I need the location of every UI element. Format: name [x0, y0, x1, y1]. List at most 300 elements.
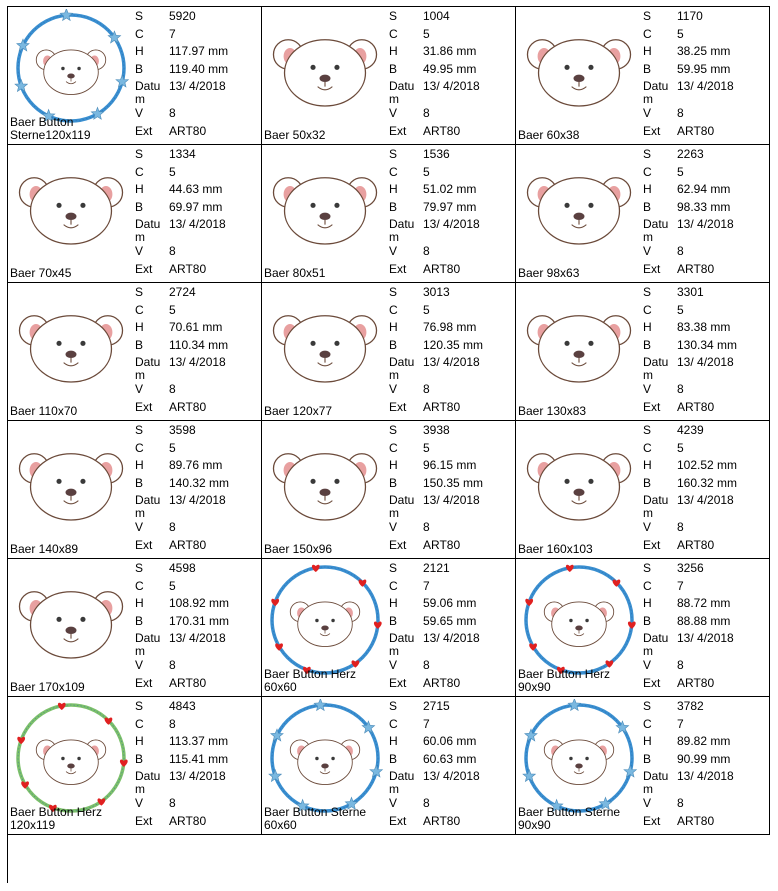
info-label-datum: Datu m: [135, 79, 161, 106]
info-label-c: C: [135, 716, 144, 731]
info-value-ext: ART80: [169, 261, 207, 276]
info-row-s: [643, 146, 768, 164]
bear-embroidery-preview: [518, 699, 640, 817]
info-label-c: C: [643, 26, 652, 41]
info-row-datum: [643, 78, 768, 105]
info-label-ext: Ext: [389, 537, 407, 552]
design-info: [643, 422, 768, 554]
info-label-c: C: [135, 440, 144, 455]
info-row-v: [643, 381, 768, 399]
info-label-datum: Datu m: [135, 217, 161, 244]
info-value-b: 140.32 mm: [169, 475, 230, 490]
info-row-s: [135, 284, 260, 302]
info-label-c: C: [643, 440, 652, 455]
design-info: [389, 284, 514, 416]
info-row-v: [643, 795, 768, 813]
info-label-s: S: [135, 423, 144, 437]
info-label-h: H: [135, 734, 144, 748]
info-row-b: [643, 475, 768, 493]
info-label-datum: Datu m: [643, 79, 669, 106]
info-row-datum: [135, 768, 260, 795]
info-row-h: [135, 319, 260, 337]
design-info: [643, 560, 768, 692]
info-row-ext: [135, 813, 260, 831]
info-label-c: C: [389, 716, 398, 731]
bear-embroidery-preview: [518, 561, 640, 679]
info-label-s: S: [389, 699, 398, 713]
info-row-h: [643, 181, 768, 199]
info-value-v: 8: [423, 382, 430, 396]
design-cell: [262, 283, 516, 421]
design-cell: [516, 7, 770, 145]
info-row-h: [135, 595, 260, 613]
info-label-v: V: [389, 658, 398, 672]
info-value-s: 2715: [423, 699, 450, 713]
info-label-c: C: [135, 302, 144, 317]
info-row-s: [643, 422, 768, 440]
info-label-s: S: [389, 9, 398, 23]
info-row-ext: [643, 261, 768, 279]
info-value-c: 5: [423, 164, 430, 179]
info-value-v: 8: [677, 382, 684, 396]
info-value-c: 8: [169, 716, 176, 731]
info-label-b: B: [135, 199, 144, 214]
info-value-ext: ART80: [169, 813, 207, 828]
info-value-ext: ART80: [677, 675, 715, 690]
info-value-c: 5: [423, 26, 430, 41]
bear-embroidery-preview: [518, 285, 640, 403]
info-row-datum: [135, 78, 260, 105]
info-row-v: [643, 519, 768, 537]
info-label-datum: Datu m: [135, 769, 161, 796]
info-label-v: V: [389, 796, 398, 810]
info-row-b: [643, 61, 768, 79]
info-label-ext: Ext: [135, 675, 153, 690]
info-label-v: V: [135, 520, 144, 534]
info-row-v: [643, 105, 768, 123]
info-label-ext: Ext: [643, 123, 661, 138]
info-label-b: B: [643, 61, 652, 76]
info-row-b: [135, 337, 260, 355]
info-value-ext: ART80: [677, 537, 715, 552]
bear-embroidery-preview: [10, 285, 132, 403]
info-row-datum: [389, 768, 514, 795]
info-label-datum: Datu m: [643, 631, 669, 658]
info-value-h: 59.06 mm: [423, 596, 477, 610]
info-row-b: [389, 199, 514, 217]
info-row-v: [389, 657, 514, 675]
info-value-c: 5: [169, 440, 176, 455]
info-row-c: [389, 440, 514, 458]
info-value-c: 5: [677, 26, 684, 41]
info-row-ext: [135, 261, 260, 279]
info-label-b: B: [643, 613, 652, 628]
design-info: [643, 146, 768, 278]
info-label-ext: Ext: [135, 537, 153, 552]
info-label-ext: Ext: [643, 537, 661, 552]
bear-embroidery-preview: [264, 9, 386, 127]
info-row-c: [389, 578, 514, 596]
info-label-b: B: [135, 475, 144, 490]
info-label-c: C: [389, 302, 398, 317]
info-label-datum: Datu m: [643, 493, 669, 520]
info-value-h: 51.02 mm: [423, 182, 477, 196]
info-row-s: [389, 284, 514, 302]
info-value-datum: 13/ 4/2018: [423, 769, 480, 783]
info-value-v: 8: [169, 658, 176, 672]
info-label-h: H: [389, 44, 398, 58]
info-value-h: 76.98 mm: [423, 320, 477, 334]
info-row-ext: [643, 123, 768, 141]
info-value-c: 5: [169, 578, 176, 593]
design-name: Baer 140x89: [10, 542, 79, 556]
info-label-v: V: [389, 244, 398, 258]
info-row-h: [389, 43, 514, 61]
info-row-v: [135, 519, 260, 537]
info-row-b: [135, 61, 260, 79]
design-name: Baer 80x51: [264, 266, 326, 280]
info-row-h: [389, 595, 514, 613]
info-value-b: 110.34 mm: [169, 337, 229, 352]
info-label-s: S: [135, 147, 144, 161]
info-label-b: B: [389, 475, 398, 490]
info-row-c: [135, 440, 260, 458]
info-row-c: [389, 26, 514, 44]
design-info: [135, 698, 260, 830]
design-name: Baer 160x103: [518, 542, 593, 556]
info-value-datum: 13/ 4/2018: [423, 355, 480, 369]
info-value-v: 8: [423, 520, 430, 534]
info-value-datum: 13/ 4/2018: [169, 493, 226, 507]
info-value-v: 8: [423, 796, 430, 810]
info-value-datum: 13/ 4/2018: [169, 631, 226, 645]
info-row-v: [389, 519, 514, 537]
info-value-ext: ART80: [677, 813, 715, 828]
info-row-v: [389, 795, 514, 813]
info-value-v: 8: [169, 382, 176, 396]
info-value-s: 1536: [423, 147, 450, 161]
info-row-datum: [389, 354, 514, 381]
info-value-datum: 13/ 4/2018: [677, 769, 734, 783]
info-row-b: [135, 613, 260, 631]
design-name: Baer Button Sterne120x119: [10, 115, 91, 142]
info-row-datum: [643, 216, 768, 243]
info-row-b: [389, 61, 514, 79]
bear-embroidery-preview: [518, 147, 640, 265]
info-value-ext: ART80: [423, 261, 461, 276]
info-row-c: [389, 716, 514, 734]
info-row-h: [135, 457, 260, 475]
info-label-ext: Ext: [389, 675, 407, 690]
design-cell: [8, 283, 262, 421]
design-info: [389, 698, 514, 830]
info-row-v: [135, 795, 260, 813]
info-row-v: [135, 243, 260, 261]
info-value-h: 60.06 mm: [423, 734, 477, 748]
info-value-ext: ART80: [169, 399, 207, 414]
info-row-ext: [643, 399, 768, 417]
info-row-datum: [135, 216, 260, 243]
info-row-s: [135, 146, 260, 164]
bear-embroidery-preview: [10, 9, 132, 127]
info-row-ext: [135, 675, 260, 693]
info-row-b: [643, 199, 768, 217]
info-row-h: [643, 457, 768, 475]
info-row-ext: [389, 123, 514, 141]
info-label-datum: Datu m: [643, 769, 669, 796]
info-row-b: [389, 475, 514, 493]
design-info: [135, 146, 260, 278]
info-row-v: [389, 105, 514, 123]
info-label-c: C: [389, 26, 398, 41]
info-value-ext: ART80: [169, 537, 207, 552]
info-label-v: V: [135, 658, 144, 672]
info-label-datum: Datu m: [389, 217, 415, 244]
info-value-v: 8: [423, 106, 430, 120]
info-value-s: 3782: [677, 699, 704, 713]
info-value-h: 96.15 mm: [423, 458, 477, 472]
design-cell: [262, 697, 516, 835]
info-row-b: [643, 751, 768, 769]
info-value-h: 62.94 mm: [677, 182, 731, 196]
bear-embroidery-preview: [10, 147, 132, 265]
info-row-ext: [389, 399, 514, 417]
info-row-c: [643, 164, 768, 182]
info-label-ext: Ext: [389, 123, 407, 138]
design-cell: [516, 145, 770, 283]
info-value-s: 3598: [169, 423, 196, 437]
design-cell: [262, 145, 516, 283]
info-row-ext: [643, 675, 768, 693]
info-value-s: 4598: [169, 561, 196, 575]
info-label-s: S: [389, 147, 398, 161]
info-label-c: C: [389, 578, 398, 593]
info-value-v: 8: [169, 244, 176, 258]
info-value-v: 8: [677, 658, 684, 672]
info-label-s: S: [389, 423, 398, 437]
info-value-b: 90.99 mm: [677, 751, 731, 766]
info-value-ext: ART80: [677, 399, 715, 414]
info-value-v: 8: [423, 658, 430, 672]
info-label-h: H: [135, 458, 144, 472]
info-row-ext: [135, 537, 260, 555]
info-value-b: 88.88 mm: [677, 613, 731, 628]
info-value-c: 7: [677, 716, 684, 731]
design-info: [135, 8, 260, 140]
design-info: [389, 422, 514, 554]
info-label-ext: Ext: [643, 675, 661, 690]
info-value-ext: ART80: [169, 675, 207, 690]
info-label-c: C: [135, 26, 144, 41]
info-label-b: B: [643, 475, 652, 490]
info-value-v: 8: [169, 106, 176, 120]
info-label-h: H: [135, 44, 144, 58]
info-value-c: 5: [169, 302, 176, 317]
info-label-datum: Datu m: [643, 217, 669, 244]
design-info: [135, 422, 260, 554]
info-value-v: 8: [677, 520, 684, 534]
info-label-h: H: [135, 182, 144, 196]
info-row-datum: [643, 768, 768, 795]
info-label-h: H: [389, 734, 398, 748]
info-row-datum: [389, 492, 514, 519]
info-label-s: S: [389, 561, 398, 575]
info-value-c: 7: [423, 716, 430, 731]
info-label-h: H: [643, 320, 652, 334]
info-row-v: [135, 657, 260, 675]
info-row-ext: [643, 537, 768, 555]
info-label-b: B: [389, 61, 398, 76]
info-row-c: [643, 26, 768, 44]
info-value-c: 7: [677, 578, 684, 593]
info-row-datum: [643, 354, 768, 381]
info-row-h: [389, 733, 514, 751]
info-row-b: [389, 337, 514, 355]
info-row-s: [389, 560, 514, 578]
info-row-ext: [643, 813, 768, 831]
info-label-ext: Ext: [643, 261, 661, 276]
bear-embroidery-preview: [264, 699, 386, 817]
design-name: Baer 50x32: [264, 128, 326, 142]
bear-embroidery-preview: [10, 699, 132, 817]
design-grid: [7, 6, 770, 883]
info-value-h: 113.37 mm: [169, 734, 229, 748]
info-row-v: [389, 243, 514, 261]
info-label-ext: Ext: [135, 261, 153, 276]
bear-embroidery-preview: [518, 9, 640, 127]
info-value-datum: 13/ 4/2018: [423, 79, 480, 93]
info-row-b: [643, 337, 768, 355]
info-label-ext: Ext: [389, 261, 407, 276]
info-row-s: [389, 146, 514, 164]
info-label-h: H: [389, 596, 398, 610]
info-row-s: [135, 560, 260, 578]
info-value-h: 102.52 mm: [677, 458, 738, 472]
info-row-h: [135, 181, 260, 199]
info-row-c: [643, 440, 768, 458]
info-row-h: [643, 733, 768, 751]
bear-embroidery-preview: [264, 285, 386, 403]
design-name: Baer Button Herz 60x60: [264, 667, 357, 694]
info-label-v: V: [389, 520, 398, 534]
info-value-h: 70.61 mm: [169, 320, 223, 334]
info-label-datum: Datu m: [389, 631, 415, 658]
info-label-ext: Ext: [643, 399, 661, 414]
info-value-ext: ART80: [423, 537, 461, 552]
info-row-s: [389, 698, 514, 716]
info-row-s: [389, 8, 514, 26]
info-row-b: [389, 751, 514, 769]
info-value-s: 2263: [677, 147, 704, 161]
info-value-s: 3256: [677, 561, 704, 575]
info-row-v: [135, 105, 260, 123]
info-value-s: 3301: [677, 285, 704, 299]
info-value-datum: 13/ 4/2018: [677, 355, 734, 369]
info-label-s: S: [643, 285, 652, 299]
info-label-s: S: [643, 561, 652, 575]
info-value-b: 170.31 mm: [169, 613, 230, 628]
info-label-s: S: [389, 285, 398, 299]
info-label-s: S: [135, 561, 144, 575]
info-label-b: B: [643, 751, 652, 766]
info-value-v: 8: [169, 520, 176, 534]
design-name: Baer 170x109: [10, 680, 85, 694]
info-value-ext: ART80: [423, 399, 461, 414]
info-value-b: 130.34 mm: [677, 337, 738, 352]
info-row-s: [135, 698, 260, 716]
info-value-datum: 13/ 4/2018: [169, 79, 226, 93]
info-label-v: V: [135, 244, 144, 258]
info-value-c: 5: [423, 440, 430, 455]
info-row-b: [135, 199, 260, 217]
info-row-s: [643, 284, 768, 302]
info-label-h: H: [643, 734, 652, 748]
design-cell: [516, 421, 770, 559]
info-value-c: 5: [423, 302, 430, 317]
info-value-datum: 13/ 4/2018: [677, 631, 734, 645]
info-row-s: [643, 560, 768, 578]
info-label-b: B: [135, 337, 144, 352]
design-name: Baer 70x45: [10, 266, 72, 280]
info-value-b: 69.97 mm: [169, 199, 223, 214]
info-value-c: 7: [169, 26, 176, 41]
design-name: Baer 110x70: [10, 404, 78, 418]
info-row-ext: [389, 675, 514, 693]
info-label-b: B: [389, 337, 398, 352]
info-label-h: H: [643, 596, 652, 610]
design-cell: [262, 559, 516, 697]
bear-embroidery-preview: [518, 423, 640, 541]
info-row-h: [389, 457, 514, 475]
info-label-v: V: [643, 244, 652, 258]
info-row-h: [643, 319, 768, 337]
info-label-v: V: [643, 106, 652, 120]
info-row-ext: [389, 261, 514, 279]
info-label-b: B: [135, 61, 144, 76]
info-row-h: [135, 43, 260, 61]
design-info: [643, 284, 768, 416]
info-value-ext: ART80: [677, 123, 715, 138]
info-value-c: 5: [677, 440, 684, 455]
info-label-datum: Datu m: [389, 355, 415, 382]
info-value-s: 4239: [677, 423, 704, 437]
info-label-v: V: [643, 796, 652, 810]
info-label-datum: Datu m: [135, 355, 161, 382]
design-name: Baer 98x63: [518, 266, 580, 280]
info-value-v: 8: [677, 244, 684, 258]
design-name: Baer 60x38: [518, 128, 580, 142]
info-row-datum: [643, 630, 768, 657]
info-value-b: 150.35 mm: [423, 475, 484, 490]
info-value-b: 59.95 mm: [677, 61, 731, 76]
info-label-ext: Ext: [135, 123, 153, 138]
design-cell: [8, 421, 262, 559]
info-row-datum: [389, 630, 514, 657]
info-label-datum: Datu m: [135, 493, 161, 520]
info-label-v: V: [389, 106, 398, 120]
info-row-h: [389, 319, 514, 337]
info-row-c: [389, 164, 514, 182]
design-name: Baer 150x96: [264, 542, 333, 556]
info-value-s: 3938: [423, 423, 450, 437]
design-cell: [516, 697, 770, 835]
design-name: Baer 120x77: [264, 404, 333, 418]
info-label-h: H: [643, 44, 652, 58]
info-value-datum: 13/ 4/2018: [169, 769, 226, 783]
info-label-c: C: [643, 164, 652, 179]
design-info: [389, 560, 514, 692]
design-cell: [8, 7, 262, 145]
